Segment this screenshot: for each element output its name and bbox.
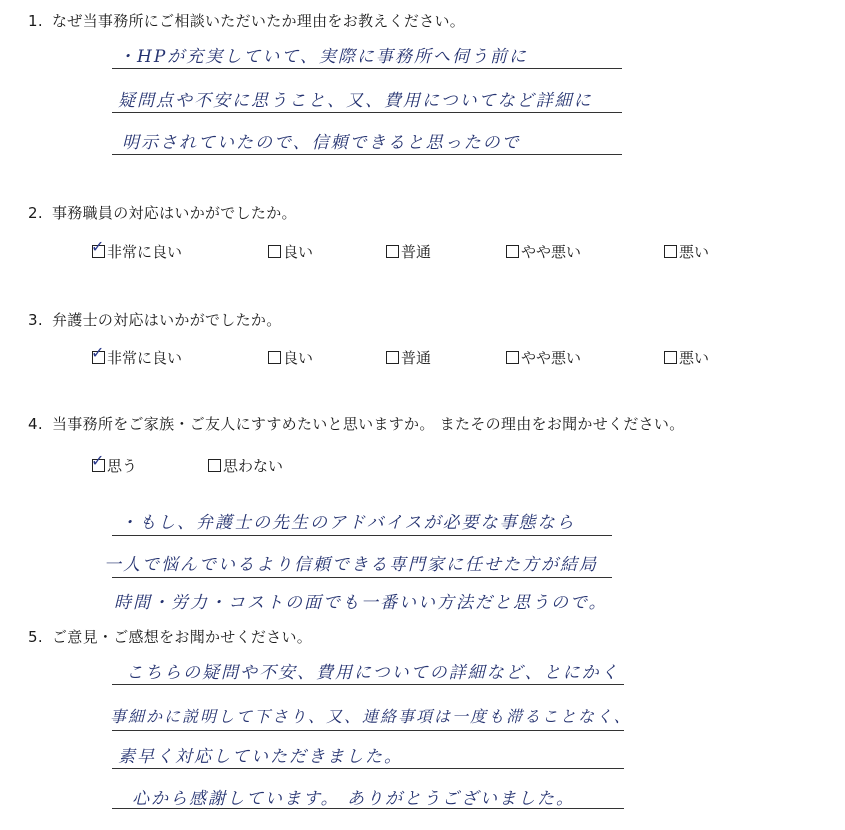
- option-average[interactable]: 普通: [386, 347, 431, 368]
- question-number: 5.: [28, 628, 43, 646]
- check-mark-icon: ✓: [91, 237, 105, 256]
- question-5: [28, 626, 312, 647]
- rating-options: [0, 237, 845, 263]
- question-number: 1.: [28, 12, 43, 30]
- answer-rule: [112, 112, 622, 113]
- handwritten-answer-line: ・もし、弁護士の先生のアドバイスが必要な事態なら: [120, 513, 576, 533]
- handwritten-answer-line: 心から感謝しています。 ありがとうございました。: [132, 789, 576, 809]
- handwritten-answer-line: ・HPが充実していて、実際に事務所へ伺う前に: [118, 47, 528, 67]
- answer-rule: [112, 535, 612, 536]
- handwritten-answer-line: 疑問点や不安に思うこと、又、費用についてなど詳細に: [118, 91, 593, 111]
- checkbox-icon[interactable]: [664, 351, 677, 364]
- answer-rule: [112, 808, 624, 809]
- checkbox-icon[interactable]: [386, 351, 399, 364]
- question-1: [28, 10, 465, 31]
- recommend-options: [0, 451, 845, 477]
- question-text: なぜ当事務所にご相談いただいたか理由をお教えください。: [52, 12, 466, 30]
- check-mark-icon: ✓: [91, 343, 105, 362]
- question-2: [28, 202, 297, 223]
- checkbox-icon[interactable]: [208, 459, 221, 472]
- handwritten-answer-line: 時間・労力・コストの面でも一番いい方法だと思うので。: [114, 593, 608, 613]
- question-number: 3.: [28, 311, 43, 329]
- answer-rule: [112, 684, 624, 685]
- option-bad[interactable]: 悪い: [664, 241, 709, 262]
- handwritten-answer-line: 素早く対応していただきました。: [118, 747, 403, 767]
- option-good[interactable]: 良い: [268, 347, 313, 368]
- option-somewhat-bad[interactable]: やや悪い: [506, 241, 581, 262]
- option-bad[interactable]: 悪い: [664, 347, 709, 368]
- checkbox-icon[interactable]: [506, 245, 519, 258]
- checkbox-icon[interactable]: [386, 245, 399, 258]
- answer-rule: [112, 577, 612, 578]
- question-4: [28, 413, 685, 434]
- question-number: 2.: [28, 204, 43, 222]
- checkbox-icon[interactable]: [268, 245, 281, 258]
- question-3: [28, 309, 282, 330]
- checkbox-icon[interactable]: [506, 351, 519, 364]
- option-no[interactable]: 思わない: [208, 455, 283, 476]
- question-number: 4.: [28, 415, 43, 433]
- option-very-good[interactable]: ✓ 非常に良い: [91, 237, 183, 261]
- answer-rule: [112, 768, 624, 769]
- rating-options: [0, 343, 845, 369]
- handwritten-answer-line: 一人で悩んでいるより信頼できる専門家に任せた方が結局: [104, 555, 598, 575]
- check-mark-icon: ✓: [91, 451, 105, 470]
- checkbox-icon[interactable]: [91, 451, 105, 472]
- option-average[interactable]: 普通: [386, 241, 431, 262]
- question-text: 事務職員の対応はいかがでしたか。: [52, 204, 297, 222]
- option-very-good[interactable]: ✓ 非常に良い: [91, 343, 183, 367]
- answer-rule: [112, 68, 622, 69]
- question-text: ご意見・ご感想をお聞かせください。: [52, 628, 313, 646]
- handwritten-answer-line: 明示されていたので、信頼できると思ったので: [122, 133, 521, 153]
- handwritten-answer-line: こちらの疑問や不安、費用についての詳細など、とにかく: [126, 663, 620, 683]
- option-somewhat-bad[interactable]: やや悪い: [506, 347, 581, 368]
- checkbox-icon[interactable]: [91, 343, 105, 364]
- option-yes[interactable]: ✓ 思う: [91, 451, 138, 475]
- question-text: 弁護士の対応はいかがでしたか。: [52, 311, 282, 329]
- checkbox-icon[interactable]: [664, 245, 677, 258]
- checkbox-icon[interactable]: [268, 351, 281, 364]
- answer-rule: [112, 154, 622, 155]
- option-good[interactable]: 良い: [268, 241, 313, 262]
- handwritten-answer-line: 事細かに説明して下さり、又、連絡事項は一度も滞ることなく、: [110, 707, 632, 726]
- answer-rule: [112, 730, 624, 731]
- question-text: 当事務所をご家族・ご友人にすすめたいと思いますか。 またその理由をお聞かせください。: [52, 415, 685, 433]
- checkbox-icon[interactable]: [91, 237, 105, 258]
